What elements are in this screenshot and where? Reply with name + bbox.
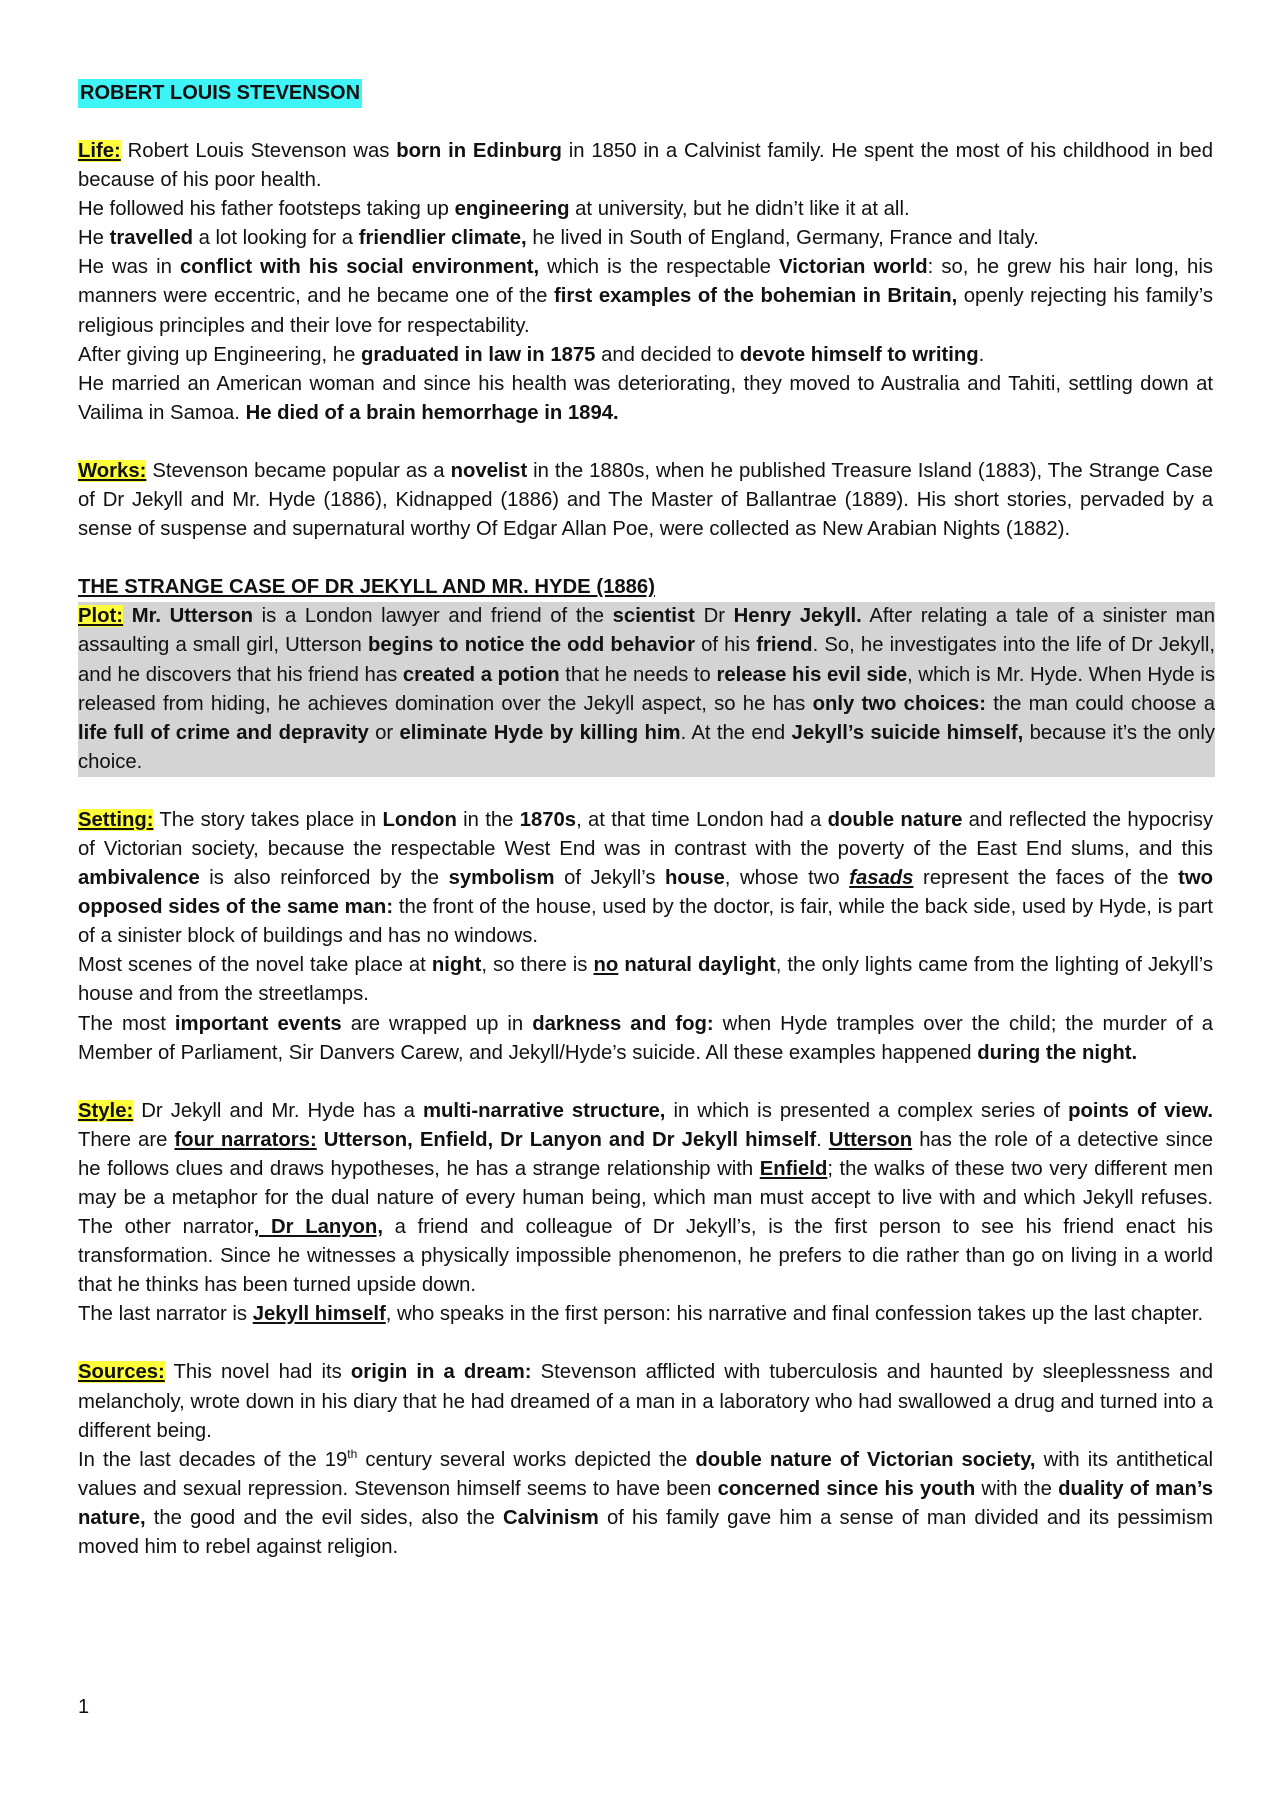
life-label: Life: <box>78 140 121 162</box>
setting-label: Setting: <box>78 808 154 831</box>
sources-label: Sources: <box>78 1361 165 1384</box>
setting-section <box>78 806 1213 1068</box>
setting-paragraph-1: Setting: The story takes place in London in the 1870s, at that time London had a double nature and reflected the hypocrisy of Victorian society, because the respectable West End was in contrast with the poverty of the East End slums, and this ambivalence is also reinforced by the symbolism of Jekyll’s house, whose two fasads represent the faces of the two opposed sides of the same man: the front of the house, used by the doctor, is fair, while the back side, used by Hyde, is part of a sinister block of buildings and has no windows. <box>78 808 1213 948</box>
page-number: 1 <box>78 1696 90 1718</box>
life-paragraph-6: He married an American woman and since his health was deteriorating, they moved to Australia and Tahiti, settling down at Vailima in Samoa. He died of a brain hemorrhage in 1894. <box>78 372 1213 424</box>
sources-paragraph-2: In the last decades of the 19th century several works depicted the double nature of Victorian society, with its antithetical values and sexual repression. Stevenson himself seems to have been concerned since his youth with the duality of man’s nature, the good and the evil sides, also the Calvinism of his family gave him a sense of man divided and its pessimism moved him to rebel against religion. <box>78 1446 1214 1559</box>
sources-section <box>78 1358 1213 1562</box>
style-paragraph-1: Style: Dr Jekyll and Mr. Hyde has a multi-narrative structure, in which is presented a complex series of points of view. There are four narrators: Utterson, Enfield, Dr Lanyon and Dr Jekyll himself. Utterson has the role of a detective since he follows clues and draws hypotheses, he has a strange relationship with Enfield; the walks of these two very different men may be a metaphor for the dual nature of every human being, which man must accept to live with and which Jekyll refuses. The other narrator, Dr Lanyon, a friend and colleague of Dr Jekyll’s, is the first person to see his friend enact his transformation. Since he witnesses a physically impossible phenomenon, he prefers to die rather than go on living in a world that he thinks has been turned upside down. <box>78 1099 1213 1297</box>
setting-paragraph-2: Most scenes of the novel take place at night, so there is no natural daylight, the only lights came from the lighting of Jekyll’s house and from the streetlamps. <box>78 954 1213 1006</box>
plot-paragraph: Plot: Mr. Utterson is a London lawyer and friend of the scientist Dr Henry Jekyll. After relating a tale of a sinister man assaulting a small girl, Utterson begins to notice the odd behavior of his friend. So, he investigates into the life of Dr Jekyll, and he discovers that his friend has created a potion that he needs to release his evil side, which is Mr. Hyde. When Hyde is released from hiding, he achieves domination over the Jekyll aspect, so he has only two choices: the man could choose a life full of crime and depravity or eliminate Hyde by killing him. At the end Jekyll’s suicide himself, because it’s the only choice. <box>78 602 1215 777</box>
life-paragraph-2: He followed his father footsteps taking up engineering at university, but he didn’t like it at all. <box>78 198 910 221</box>
works-paragraph-1: Works: Stevenson became popular as a novelist in the 1880s, when he published Treasure Island (1883), The Strange Case of Dr Jekyll and Mr. Hyde (1886), Kidnapped (1886) and The Master of Ballantrae (1889). His short stories, pervaded by a sense of suspense and supernatural worthy Of Edgar Allan Poe, were collected as New Arabian Nights (1882). <box>78 459 1213 541</box>
life-paragraph-5: After giving up Engineering, he graduated in law in 1875 and decided to devote himself to writing. <box>78 343 985 366</box>
novel-heading: THE STRANGE CASE OF DR JEKYLL AND MR. HYDE (1886) <box>78 576 655 599</box>
life-paragraph-3: He travelled a lot looking for a friendlier climate, he lived in South of England, Germany, France and Italy. <box>78 227 1039 250</box>
life-section <box>78 137 1213 428</box>
works-section <box>78 457 1213 544</box>
life-paragraph-1: Life: Robert Louis Stevenson was born in Edinburg in 1850 in a Calvinist family. He spent the most of his childhood in bed because of his poor health. <box>78 140 1213 192</box>
sources-paragraph-1: Sources: This novel had its origin in a dream: Stevenson afflicted with tuberculosis and haunted by sleeplessness and melancholy, wrote down in his diary that he had dreamed of a man in a laboratory who had swallowed a drug and turned into a different being. <box>78 1361 1214 1442</box>
novel-section <box>78 573 1216 777</box>
works-label: Works: <box>78 459 147 482</box>
doc-title: ROBERT LOUIS STEVENSON <box>78 79 362 108</box>
setting-paragraph-3: The most important events are wrapped up in darkness and fog: when Hyde tramples over the child; the murder of a Member of Parliament, Sir Danvers Carew, and Jekyll/Hyde’s suicide. All these examples happened during the night. <box>78 1012 1213 1064</box>
life-paragraph-4: He was in conflict with his social environment, which is the respectable Victorian world: so, he grew his hair long, his manners were eccentric, and he became one of the first examples of the bohemian in Britain, openly rejecting his family’s religious principles and their love for respectability. <box>78 256 1213 337</box>
plot-label: Plot: <box>78 605 124 628</box>
style-label: Style: <box>78 1099 134 1122</box>
style-paragraph-2: The last narrator is Jekyll himself, who speaks in the first person: his narrative and final confession takes up the last chapter. <box>78 1303 1204 1326</box>
style-section <box>78 1097 1213 1330</box>
